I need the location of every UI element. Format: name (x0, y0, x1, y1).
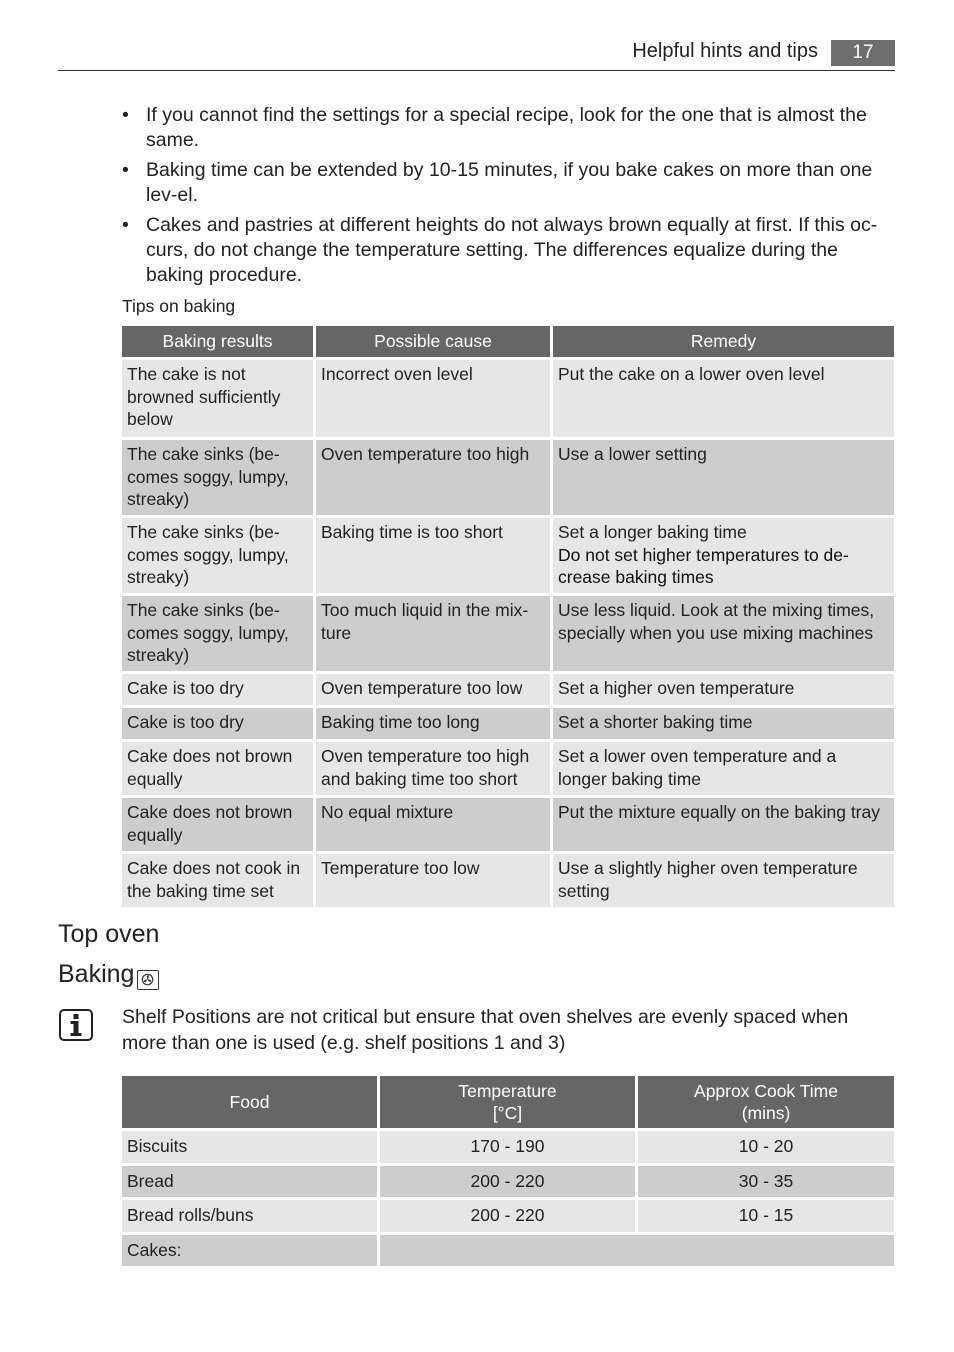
table-cell: No equal mixture (316, 798, 550, 851)
column-header (638, 1076, 894, 1128)
table-row (122, 674, 894, 705)
table-cell: Incorrect oven level (316, 360, 550, 437)
table-cell: Cake is too dry (122, 674, 313, 705)
info-text: Shelf Positions are not critical but ensure that oven shelves are evenly spaced when more than one is used (e.g. shelf positions 1 and 3) (122, 1006, 849, 1054)
table-cell: Cake does not brown equally (122, 798, 313, 851)
table-row (122, 518, 894, 593)
table-cell: Baking time is too short (316, 518, 550, 593)
section-title: Top oven (58, 920, 160, 948)
table-header-row (122, 326, 894, 357)
table-cell: Bread (122, 1166, 377, 1198)
table-row (122, 798, 894, 851)
column-header-line: [°C] (492, 1103, 523, 1123)
table-cell: 200 - 220 (380, 1200, 635, 1232)
table-cell: Put the mixture equally on the baking tray (553, 798, 894, 851)
column-header-line: Approx Cook Time (694, 1081, 838, 1101)
column-header: Baking results (122, 326, 313, 357)
table-cell: Cakes: (122, 1235, 377, 1267)
table-cell: The cake is not browned sufficiently below (122, 360, 313, 437)
list-item: • If you cannot find the settings for a special recipe, look for the one that is almost the same. (122, 104, 867, 151)
hints-list (122, 103, 890, 293)
table-cell: Set a shorter baking time (553, 708, 894, 739)
table-cell: 170 - 190 (380, 1131, 635, 1163)
column-header-line: Temperature (458, 1081, 557, 1101)
table-cell: 30 - 35 (638, 1166, 894, 1198)
table-row (122, 1235, 894, 1267)
table-row (122, 360, 894, 437)
table-cell: Cake does not cook in the baking time set (122, 854, 313, 907)
table-row (122, 1200, 894, 1232)
info-icon (59, 1009, 93, 1041)
table-header-row (122, 1076, 894, 1128)
table-cell: 200 - 220 (380, 1166, 635, 1198)
table-cell: Biscuits (122, 1131, 377, 1163)
table-row (122, 1166, 894, 1198)
table-cell (553, 518, 894, 593)
table-cell: Bread rolls/buns (122, 1200, 377, 1232)
table-row (122, 708, 894, 739)
table-cell: Put the cake on a lower oven level (553, 360, 894, 437)
list-item: • Cakes and pastries at different heights do not always brown equally at first. If this oc-curs, do not change the temperature setting. The differences equalize during the baking procedure. (122, 214, 878, 286)
bullet-icon: • (122, 159, 129, 181)
table-cell: Oven temperature too low (316, 674, 550, 705)
table-cell: Baking time too long (316, 708, 550, 739)
table-row (122, 596, 894, 671)
table-cell: 10 - 20 (638, 1131, 894, 1163)
section-subtitle: Baking (58, 960, 135, 988)
bullet-icon: • (122, 214, 129, 236)
table-row (122, 854, 894, 907)
table-cell: Set a higher oven temperature (553, 674, 894, 705)
table-cell: Use a lower setting (553, 440, 894, 515)
column-header (380, 1076, 635, 1128)
table-cell: Oven temperature too high (316, 440, 550, 515)
header-rule (58, 70, 895, 71)
table-cell: Oven temperature too high and baking time too short (316, 742, 550, 795)
list-item: • Baking time can be extended by 10-15 minutes, if you bake cakes on more than one lev-el. (122, 159, 873, 206)
table-cell (380, 1235, 894, 1267)
table-cell: Cake is too dry (122, 708, 313, 739)
header-title: Helpful hints and tips (632, 40, 818, 62)
table-cell: The cake sinks (be-comes soggy, lumpy, streaky) (122, 440, 313, 515)
food-table (119, 1073, 897, 1269)
column-header-line: (mins) (741, 1103, 791, 1123)
tips-table (119, 323, 897, 910)
column-header: Remedy (553, 326, 894, 357)
table-cell: Temperature too low (316, 854, 550, 907)
remedy-warning: Do not set higher temperatures to de-crease baking times (558, 544, 849, 587)
table-cell: 10 - 15 (638, 1200, 894, 1232)
tips-caption: Tips on baking (122, 296, 236, 316)
remedy-line: Set a longer baking time (558, 522, 747, 542)
column-header: Food (122, 1076, 377, 1128)
bullet-icon: • (122, 104, 129, 126)
table-cell: Set a lower oven temperature and a longer baking time (553, 742, 894, 795)
column-header: Possible cause (316, 326, 550, 357)
table-row (122, 440, 894, 515)
table-cell: The cake sinks (be-comes soggy, lumpy, streaky) (122, 596, 313, 671)
table-cell: The cake sinks (be-comes soggy, lumpy, streaky) (122, 518, 313, 593)
table-cell: Cake does not brown equally (122, 742, 313, 795)
table-row (122, 742, 894, 795)
page-number: 17 (831, 40, 895, 66)
table-cell: Too much liquid in the mix-ture (316, 596, 550, 671)
table-cell: Use a slightly higher oven temperature setting (553, 854, 894, 907)
fan-oven-icon (137, 970, 159, 990)
table-cell: Use less liquid. Look at the mixing times, specially when you use mixing machines (553, 596, 894, 671)
table-row (122, 1131, 894, 1163)
